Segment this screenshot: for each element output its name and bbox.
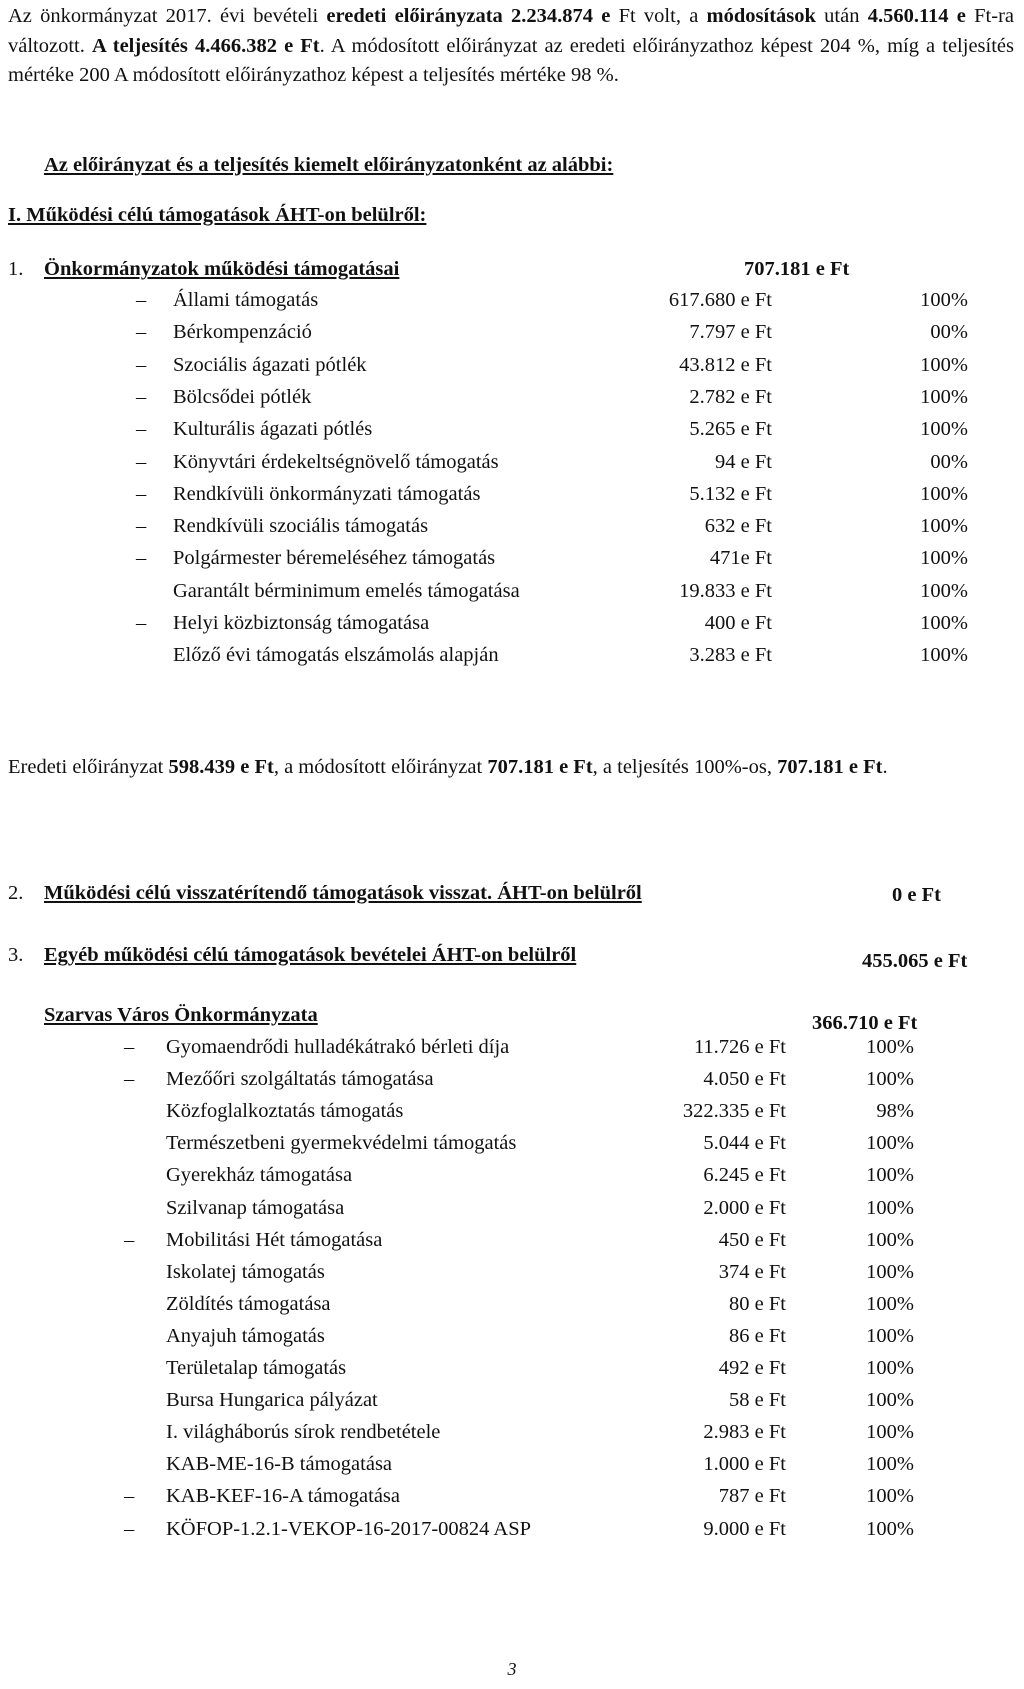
row-label: KAB-KEF-16-A támogatása: [166, 1485, 400, 1508]
row-amount: 5.044 e Ft: [703, 1132, 786, 1155]
bullet-dash: –: [136, 612, 147, 634]
row-amount: 19.833 e Ft: [679, 579, 772, 602]
bullet-dash: –: [136, 515, 147, 538]
row-label: Bérkompenzáció: [173, 321, 312, 344]
row-label: Anyajuh támogatás: [166, 1324, 325, 1347]
intro-bold-3: 4.560.114 e: [867, 5, 966, 27]
table-row: [0, 1453, 1024, 1485]
row-percent: 100%: [920, 547, 968, 570]
row-percent: 100%: [920, 579, 968, 602]
row-amount: 2.983 e Ft: [703, 1421, 786, 1444]
table-row: [0, 1518, 1024, 1550]
row-amount: 322.335 e Ft: [682, 1100, 786, 1123]
table-row: [0, 515, 1024, 547]
row-amount: 400 e Ft: [704, 612, 772, 634]
section-3-number: 3.: [8, 944, 24, 966]
row-amount: 450 e Ft: [718, 1228, 786, 1251]
row-percent: 00%: [930, 321, 968, 344]
row-amount: 632 e Ft: [704, 515, 772, 538]
table-row: [0, 580, 1024, 612]
table-row: [0, 644, 1024, 676]
table-row: [0, 1068, 1024, 1100]
intro-bold-2: módosítások: [706, 5, 816, 27]
intro-text-1: Az önkormányzat 2017. évi bevételi: [8, 5, 327, 27]
summary-text-4: .: [882, 756, 888, 778]
bullet-dash: –: [136, 321, 147, 344]
row-percent: 100%: [920, 515, 968, 538]
row-amount: 471e Ft: [709, 547, 772, 570]
row-label: Helyi közbiztonság támogatása: [173, 612, 430, 634]
table-row: [0, 1357, 1024, 1389]
row-label: Mezőőri szolgáltatás támogatása: [166, 1068, 434, 1091]
bullet-dash: –: [124, 1036, 135, 1058]
row-amount: 2.000 e Ft: [703, 1196, 786, 1219]
row-percent: 00%: [930, 450, 968, 473]
row-percent: 100%: [920, 418, 968, 441]
row-percent: 100%: [920, 482, 968, 505]
section-3-title: Egyéb működési célú támogatások bevételei ÁHT-on belülről: [44, 944, 577, 966]
page-number: 3: [507, 1659, 517, 1679]
row-percent: 100%: [866, 1164, 914, 1187]
intro-bold-1: eredeti előirányzata 2.234.874 e: [326, 5, 611, 27]
summary-paragraph: [8, 752, 1014, 783]
table-row: [0, 1325, 1024, 1357]
row-percent: 100%: [920, 385, 968, 408]
row-amount: 492 e Ft: [718, 1357, 786, 1379]
row-percent: 100%: [920, 612, 968, 634]
row-percent: 100%: [866, 1132, 914, 1155]
table-row: [0, 418, 1024, 450]
row-percent: 100%: [866, 1292, 914, 1315]
row-amount: 787 e Ft: [718, 1485, 786, 1508]
bullet-dash: –: [124, 1068, 135, 1091]
bullet-dash: –: [136, 450, 147, 473]
row-amount: 86 e Ft: [729, 1324, 786, 1347]
row-amount: 6.245 e Ft: [703, 1164, 786, 1187]
row-label: Polgármester béremeléséhez támogatás: [173, 547, 496, 570]
row-label: Iskolatej támogatás: [166, 1260, 325, 1283]
row-amount: 11.726 e Ft: [693, 1036, 786, 1058]
row-percent: 100%: [866, 1389, 914, 1412]
table-row: [0, 612, 1024, 644]
row-percent: 100%: [866, 1421, 914, 1444]
table-row: [0, 1293, 1024, 1325]
table-row: [0, 1100, 1024, 1132]
section-1-number: 1.: [8, 258, 24, 280]
summary-bold-1: 598.439 e Ft: [168, 756, 274, 778]
intro-text-4: Ft-ra változott.: [8, 5, 1014, 57]
table-row: [0, 1197, 1024, 1229]
intro-text-2: Ft volt, a: [610, 5, 707, 27]
row-label: Kulturális ágazati pótlés: [173, 418, 373, 441]
row-label: Zöldítés támogatása: [166, 1292, 331, 1315]
summary-text-2: , a módosított előirányzat: [273, 756, 488, 778]
row-percent: 100%: [866, 1324, 914, 1347]
row-label: Természetbeni gyermekvédelmi támogatás: [166, 1132, 517, 1155]
table-row: [0, 1164, 1024, 1196]
section-i-heading: I. Működési célú támogatások ÁHT-on belülről:: [8, 204, 427, 226]
row-label: KÖFOP-1.2.1-VEKOP-16-2017-00824 ASP: [166, 1517, 532, 1540]
table-row: [0, 1036, 1024, 1068]
row-amount: 617.680 e Ft: [668, 289, 772, 311]
summary-text-1: Eredeti előirányzat: [8, 756, 169, 778]
section-2-number: 2.: [8, 882, 24, 904]
table-row: [0, 483, 1024, 515]
section-3-total: 455.065 e Ft: [862, 950, 968, 972]
row-label: Gyerekház támogatása: [166, 1164, 353, 1187]
row-amount: 80 e Ft: [729, 1292, 786, 1315]
table-row: [0, 321, 1024, 353]
row-label: Közfoglalkoztatás támogatás: [166, 1100, 404, 1123]
table-row: [0, 1229, 1024, 1261]
bullet-dash: –: [136, 385, 147, 408]
row-label: Állami támogatás: [173, 289, 319, 311]
row-amount: 5.265 e Ft: [689, 418, 772, 441]
row-percent: 98%: [876, 1100, 914, 1123]
summary-bold-2: 707.181 e Ft: [487, 756, 593, 778]
row-label: Területalap támogatás: [166, 1357, 347, 1379]
bullet-dash: –: [136, 482, 147, 505]
row-percent: 100%: [920, 644, 968, 667]
row-amount: 43.812 e Ft: [679, 353, 772, 376]
table-row: [0, 289, 1024, 321]
row-percent: 100%: [866, 1517, 914, 1540]
bullet-dash: –: [136, 418, 147, 441]
row-amount: 94 e Ft: [715, 450, 772, 473]
row-amount: 58 e Ft: [729, 1389, 786, 1412]
row-percent: 100%: [866, 1453, 914, 1476]
row-label: Rendkívüli önkormányzati támogatás: [173, 482, 481, 505]
row-amount: 4.050 e Ft: [703, 1068, 786, 1091]
table-row: [0, 1485, 1024, 1517]
row-amount: 3.283 e Ft: [689, 644, 772, 667]
table-row: [0, 1421, 1024, 1453]
table-row: [0, 1389, 1024, 1421]
row-amount: 2.782 e Ft: [689, 385, 772, 408]
section-1-total: 707.181 e Ft: [744, 258, 850, 280]
row-label: Könyvtári érdekeltségnövelő támogatás: [173, 450, 499, 473]
bullet-dash: –: [124, 1517, 135, 1540]
table-row: [0, 451, 1024, 483]
bullet-dash: –: [136, 289, 147, 311]
row-label: Szociális ágazati pótlék: [173, 353, 367, 376]
szarvas-total: 366.710 e Ft: [812, 1012, 918, 1034]
table-row: [0, 547, 1024, 579]
row-amount: 7.797 e Ft: [689, 321, 772, 344]
row-label: Mobilitási Hét támogatása: [166, 1228, 383, 1251]
table-row: [0, 386, 1024, 418]
row-percent: 100%: [866, 1228, 914, 1251]
bullet-dash: –: [124, 1485, 135, 1508]
row-label: Bursa Hungarica pályázat: [166, 1389, 378, 1412]
section-2-total: 0 e Ft: [892, 884, 941, 906]
table-row: [0, 1132, 1024, 1164]
section-1-title: Önkormányzatok működési támogatásai: [44, 258, 400, 280]
row-amount: 9.000 e Ft: [703, 1517, 786, 1540]
intro-text-5: . A módosított előirányzat az eredeti előirányzathoz képest 204 %, míg a teljesítés mértéke 200 A módosított előirányzathoz képest a teljesítés mértéke 98 %.: [8, 34, 1014, 86]
intro-paragraph: [8, 2, 1014, 91]
bullet-dash: –: [136, 547, 147, 570]
row-label: Előző évi támogatás elszámolás alapján: [173, 644, 499, 667]
intro-bold-4: A teljesítés 4.466.382 e Ft: [91, 34, 320, 57]
row-amount: 1.000 e Ft: [703, 1453, 786, 1476]
bullet-dash: –: [136, 353, 147, 376]
intro-text-3: után: [815, 5, 868, 27]
row-percent: 100%: [920, 353, 968, 376]
szarvas-title: Szarvas Város Önkormányzata: [44, 1004, 318, 1026]
row-label: Szilvanap támogatása: [166, 1196, 345, 1219]
row-percent: 100%: [866, 1485, 914, 1508]
row-label: Gyomaendrődi hulladékátrakó bérleti díja: [166, 1036, 510, 1058]
row-amount: 5.132 e Ft: [689, 482, 772, 505]
row-percent: 100%: [866, 1260, 914, 1283]
bullet-dash: –: [124, 1228, 135, 1251]
row-label: Rendkívüli szociális támogatás: [173, 515, 429, 538]
row-percent: 100%: [866, 1357, 914, 1379]
row-percent: 100%: [866, 1036, 914, 1058]
row-percent: 100%: [866, 1068, 914, 1091]
row-label: Bölcsődei pótlék: [173, 385, 312, 408]
row-amount: 374 e Ft: [718, 1260, 786, 1283]
row-percent: 100%: [920, 289, 968, 311]
row-label: KAB-ME-16-B támogatása: [166, 1453, 393, 1476]
row-percent: 100%: [866, 1196, 914, 1219]
table-row: [0, 1261, 1024, 1293]
table-row: [0, 354, 1024, 386]
row-label: Garantált bérminimum emelés támogatása: [173, 579, 520, 602]
summary-text-3: , a teljesítés 100%-os,: [592, 756, 778, 778]
row-label: I. világháborús sírok rendbetétele: [166, 1421, 441, 1444]
main-heading: Az előirányzat és a teljesítés kiemelt előirányzatonként az alábbi:: [44, 154, 614, 176]
summary-bold-3: 707.181 e Ft: [777, 756, 883, 778]
section-2-title: Működési célú visszatérítendő támogatások visszat. ÁHT-on belülről: [44, 882, 642, 904]
